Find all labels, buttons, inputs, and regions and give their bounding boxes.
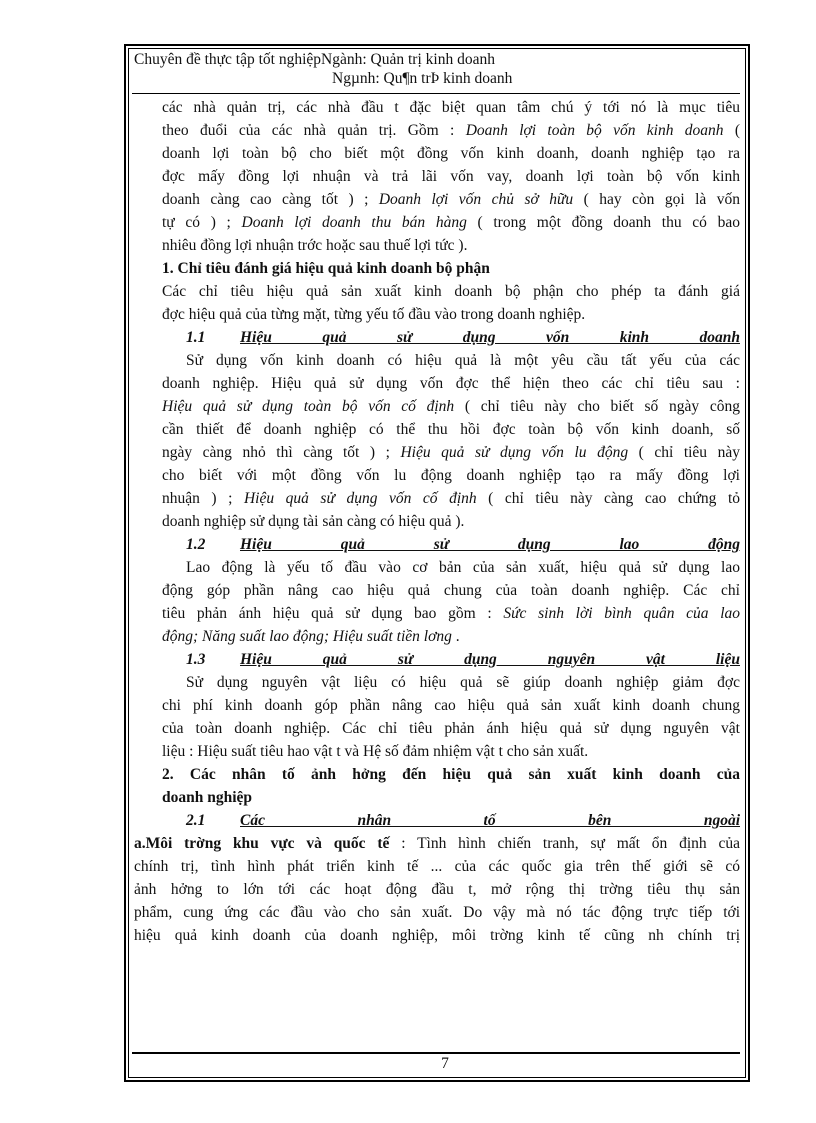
text-run: doanh càng cao càng tốt ) ; xyxy=(162,191,379,208)
header-line-2: Ngµnh: Qu¶n trÞ kinh doanh xyxy=(332,70,513,87)
section-heading-1: 1. Chỉ tiêu đánh giá hiệu quả kinh doanh bộ phận xyxy=(162,260,490,277)
italic-term: Doanh lợi toàn bộ vốn kinh doanh xyxy=(465,122,724,139)
text-line: doanh nghiệp sử dụng tài sản càng có hiệu quả ). xyxy=(162,513,465,530)
paragraph-labor-efficiency xyxy=(134,556,740,648)
subsection-1-1 xyxy=(134,326,740,349)
inline-heading: a.Môi trờng khu vực và quốc tế xyxy=(134,835,390,852)
text-line: chính trị, tình hình phát triển kinh tế ... của các quốc gia trên thế giới sẽ có xyxy=(134,858,740,875)
text-run: ( chỉ tiêu này cho biết số ngày công xyxy=(454,398,740,415)
subsection-1-2 xyxy=(134,533,740,556)
text-run: ngày càng nhỏ thì càng tốt ) ; xyxy=(162,444,401,461)
text-line: của toàn doanh nghiệp. Các chỉ tiêu phản ánh hiệu quả sử dụng nguyên vật xyxy=(162,720,740,737)
subsection-1-3 xyxy=(134,648,740,671)
subsection-number: 1.2 xyxy=(186,536,206,553)
text-line: Sử dụng vốn kinh doanh có hiệu quả là một yêu cầu tất yếu của các xyxy=(186,352,740,369)
text-line: cần thiết để doanh nghiệp có thể thu hồi đợc toàn bộ vốn kinh doanh, số xyxy=(162,421,740,438)
section-heading-2 xyxy=(134,763,740,809)
text-line: doanh nghiệp. Hiệu quả sử dụng vốn đợc thể hiện theo các chỉ tiêu sau : xyxy=(162,375,740,392)
subsection-number: 2.1 xyxy=(186,812,206,829)
text-line: Lao động là yếu tố đầu vào cơ bản của sản xuất, hiệu quả sử dụng lao xyxy=(186,559,740,576)
text-run: . xyxy=(451,628,460,645)
text-run: ( chỉ tiêu này càng cao chứng tỏ xyxy=(476,490,740,507)
text-run: ( trong một đồng doanh thu có bao xyxy=(466,214,740,231)
text-run: tiêu phản ánh hiệu quả sử dụng bao gồm : xyxy=(162,605,504,622)
text-line xyxy=(134,188,740,211)
subsection-number: 1.1 xyxy=(186,329,206,346)
italic-term: động; Năng suất lao động; Hiệu suất tiền lơng xyxy=(162,628,452,645)
text-line xyxy=(134,395,740,418)
running-header xyxy=(134,50,744,88)
text-line xyxy=(134,441,740,464)
text-line: ảnh hởng to lớn tới các hoạt động đầu t, mở rộng thị trờng tiêu thụ sản xyxy=(134,881,740,898)
paragraph-unit-indicators xyxy=(134,280,740,326)
text-line xyxy=(134,119,740,142)
text-line: động góp phần nâng cao hiệu quả chung của toàn doanh nghiệp. Các chỉ xyxy=(162,582,740,599)
text-line xyxy=(134,832,740,855)
header-line-1: Chuyên đề thực tập tốt nghiệpNgành: Quản trị kinh doanh xyxy=(134,51,495,68)
subsection-number: 1.3 xyxy=(186,651,206,668)
italic-term: Sức sinh lời bình quân của lao xyxy=(503,605,740,622)
text-line xyxy=(134,211,740,234)
italic-term: Doanh lợi doanh thu bán hàng xyxy=(241,214,467,231)
text-run: nhuận ) ; xyxy=(162,490,244,507)
text-line: doanh lợi toàn bộ cho biết một đồng vốn kinh doanh, doanh nghiệp tạo ra xyxy=(162,145,740,162)
text-line xyxy=(134,487,740,510)
text-line: phẩm, cung ứng các đầu vào cho sản xuất. Do vậy mà nó tác động trực tiếp tới xyxy=(134,904,740,921)
text-line: chi phí kinh doanh góp phần nâng cao hiệu quả sản xuất kinh doanh chung xyxy=(162,697,740,714)
text-line: 2. Các nhân tố ảnh hởng đến hiệu quả sản xuất kinh doanh của xyxy=(162,766,740,783)
subsection-title: Các nhân tố bên ngoài xyxy=(240,812,740,829)
text-line: đợc hiệu quả của từng mặt, từng yếu tố đầu vào trong doanh nghiệp. xyxy=(162,306,586,323)
text-run: : Tình hình chiến tranh, sự mất ổn định của xyxy=(389,835,740,852)
text-run: theo đuổi của các nhà quản trị. Gồm : xyxy=(162,122,466,139)
subsection-title: Hiệu quả sử dụng vốn kinh doanh xyxy=(240,329,740,346)
text-line xyxy=(134,602,740,625)
document-body xyxy=(134,96,740,947)
footer-rule xyxy=(132,1052,740,1054)
text-run: ( chỉ tiêu này xyxy=(628,444,740,461)
text-line xyxy=(134,625,740,648)
paragraph-profitability xyxy=(134,96,740,257)
italic-term: Hiệu quả sử dụng vốn lu động xyxy=(400,444,629,461)
text-line: Sử dụng nguyên vật liệu có hiệu quả sẽ giúp doanh nghiệp giảm đợc xyxy=(186,674,740,691)
page-number: 7 xyxy=(441,1055,449,1072)
text-line: Các chỉ tiêu hiệu quả sản xuất kinh doanh bộ phận cho phép ta đánh giá xyxy=(162,283,740,300)
subsection-title: Hiệu quả sử dụng nguyên vật liệu xyxy=(240,651,740,668)
subsection-2-1 xyxy=(134,809,740,832)
text-line: liệu : Hiệu suất tiêu hao vật t và Hệ số đảm nhiệm vật t cho sản xuất. xyxy=(162,743,589,760)
text-line: hiệu quả kinh doanh của doanh nghiệp, môi trờng kinh tế cũng nh chính trị xyxy=(134,927,740,944)
italic-term: Hiệu quả sử dụng vốn cố định xyxy=(243,490,477,507)
text-line: cho biết với một đồng vốn lu động doanh nghiệp tạo ra mấy đồng lợi xyxy=(162,467,740,484)
text-run: ( xyxy=(723,122,741,139)
text-line: nhiêu đồng lợi nhuận trớc hoặc sau thuế lợi tức ). xyxy=(162,237,468,254)
text-line: doanh nghiệp xyxy=(162,789,253,806)
italic-term: Doanh lợi vốn chủ sở hữu xyxy=(378,191,574,208)
text-line: các nhà quản trị, các nhà đầu t đặc biệt quan tâm chú ý tới nó là mục tiêu xyxy=(162,99,740,116)
italic-term: Hiệu quả sử dụng toàn bộ vốn cố định xyxy=(162,398,455,415)
text-run: ( hay còn gọi là vốn xyxy=(573,191,740,208)
header-rule xyxy=(132,93,740,94)
text-line: đợc mấy đồng lợi nhuận và trả lãi vốn vay, doanh lợi toàn bộ vốn kinh xyxy=(162,168,740,185)
paragraph-material-efficiency xyxy=(134,671,740,763)
paragraph-capital-efficiency xyxy=(134,349,740,533)
subsection-title: Hiệu quả sử dụng lao động xyxy=(240,536,740,553)
paragraph-external-environment xyxy=(134,832,740,947)
text-run: tự có ) ; xyxy=(162,214,242,231)
